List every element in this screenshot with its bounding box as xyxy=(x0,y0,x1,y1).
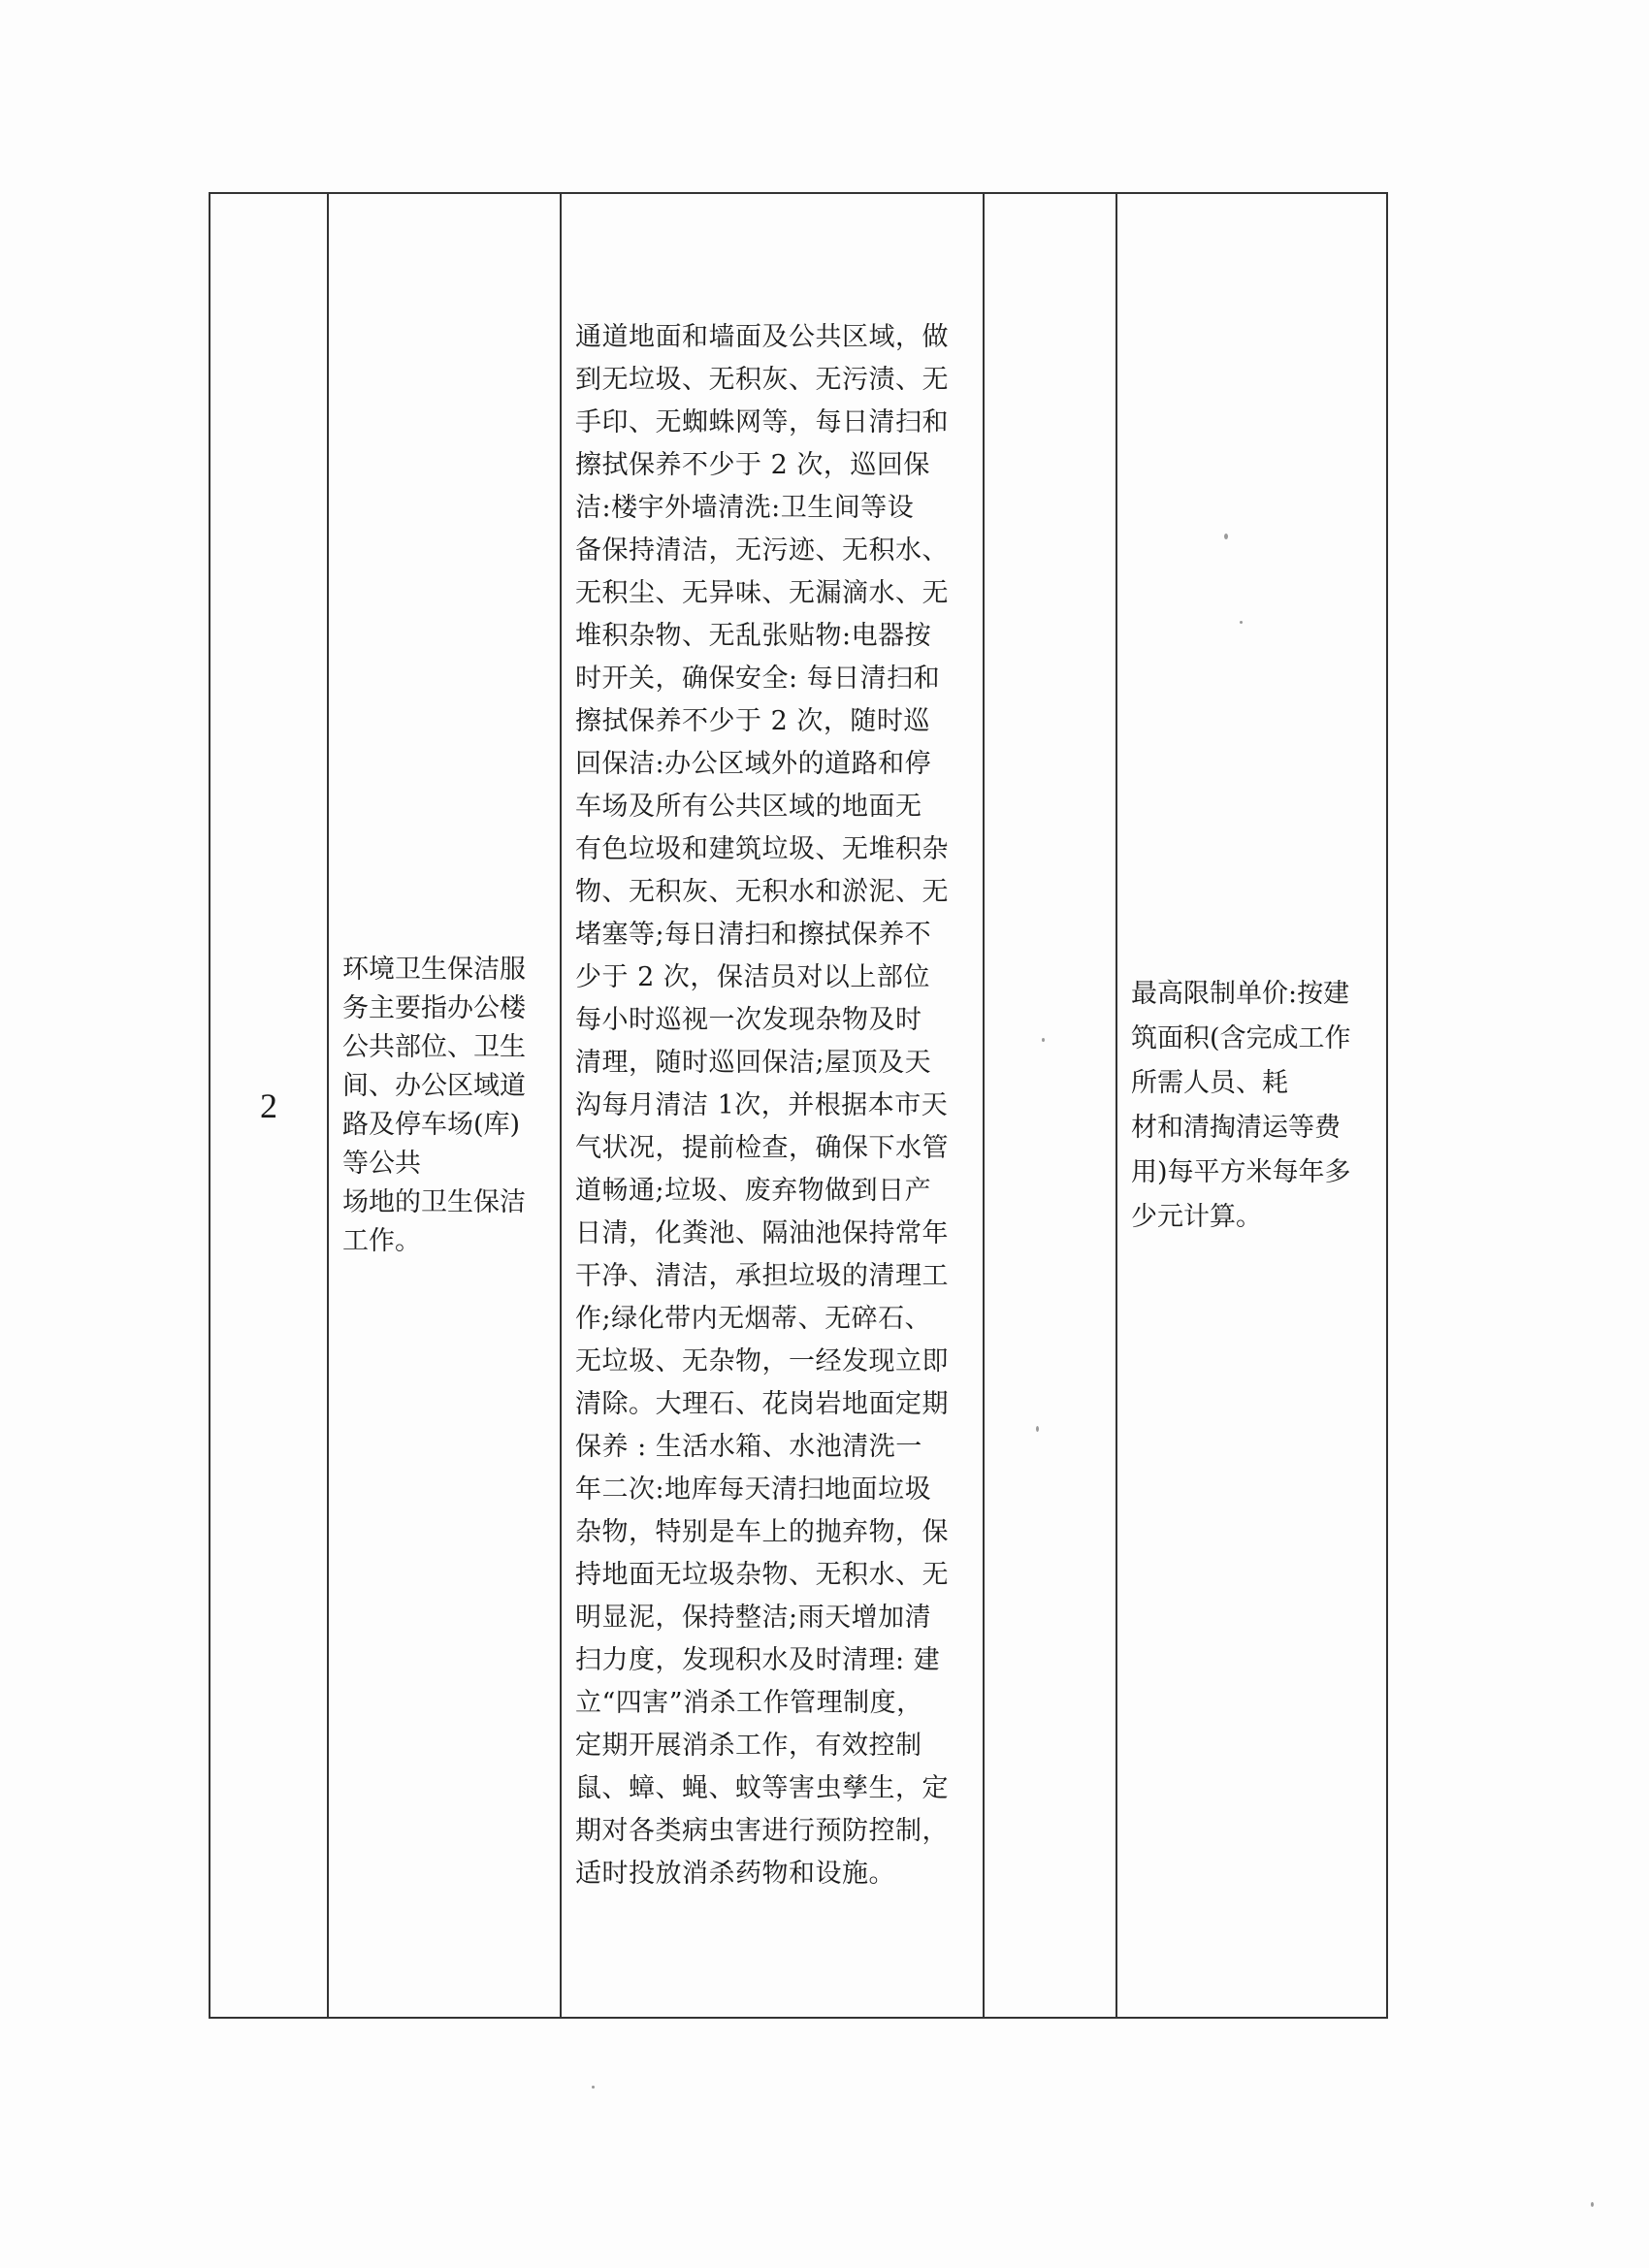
text-line: 等公共 xyxy=(342,1148,421,1179)
text-line: 年二次:地库每天清扫地面垃圾 xyxy=(575,1474,932,1505)
text-line: 少于 2 次，保洁员对以上部位 xyxy=(575,961,930,992)
row-index-cell xyxy=(210,193,328,2018)
service-standard-cell xyxy=(561,193,984,2018)
price-note-text xyxy=(1131,972,1376,1240)
text-line: 路及停车场(库) xyxy=(342,1109,521,1140)
text-line: 持地面无垃圾杂物、无积水、无 xyxy=(575,1559,949,1590)
text-line: 保养 : 生活水箱、水池清洗一 xyxy=(575,1431,922,1462)
service-standard-text xyxy=(575,316,975,1895)
text-line: 备保持清洁，无污迹、无积水、 xyxy=(575,535,949,566)
text-line: 每小时巡视一次发现杂物及时 xyxy=(575,1004,922,1035)
text-line: 筑面积(含完成工作 xyxy=(1131,1022,1351,1053)
price-note-cell xyxy=(1116,193,1387,2018)
text-line: 擦拭保养不少于 2 次，随时巡 xyxy=(575,705,930,736)
text-line: 沟每月清洁 1次，并根据本市天 xyxy=(575,1089,949,1120)
text-line: 公共部位、卫生 xyxy=(342,1031,526,1062)
table-row xyxy=(210,193,1387,2018)
text-line: 物、无积灰、无积水和淤泥、无 xyxy=(575,876,949,907)
text-line: 适时投放消杀药物和设施。 xyxy=(575,1858,895,1889)
text-line: 洁:楼宇外墙清洗:卫生间等设 xyxy=(575,492,915,523)
service-requirements-table xyxy=(209,192,1388,2019)
text-line: 有色垃圾和建筑垃圾、无堆积杂 xyxy=(575,833,949,864)
text-line: 干净、清洁，承担垃圾的清理工 xyxy=(575,1260,949,1291)
text-line: 无积尘、无异味、无漏滴水、无 xyxy=(575,577,949,608)
service-scope-text xyxy=(342,951,550,1261)
text-line: 期对各类病虫害进行预防控制， xyxy=(575,1815,949,1846)
text-line: 鼠、蟑、蝇、蚊等害虫孳生，定 xyxy=(575,1772,949,1803)
text-line: 务主要指办公楼 xyxy=(342,992,526,1023)
scan-speck xyxy=(1224,534,1228,539)
text-line: 堵塞等;每日清扫和擦拭保养不 xyxy=(575,919,932,950)
text-line: 环境卫生保洁服 xyxy=(342,954,526,985)
text-line: 杂物，特别是车上的抛弃物，保 xyxy=(575,1516,949,1547)
text-line: 擦拭保养不少于 2 次，巡回保 xyxy=(575,449,930,480)
text-line: 到无垃圾、无积灰、无污渍、无 xyxy=(575,364,949,395)
scan-speck xyxy=(1036,1426,1039,1432)
text-line: 通道地面和墙面及公共区域，做 xyxy=(575,321,949,352)
text-line: 车场及所有公共区域的地面无 xyxy=(575,791,922,822)
text-line: 材和清掏清运等费 xyxy=(1131,1112,1341,1143)
text-line: 少元计算。 xyxy=(1131,1201,1262,1232)
text-line: 清除。大理石、花岗岩地面定期 xyxy=(575,1388,949,1419)
scan-speck xyxy=(592,2086,595,2089)
text-line: 工作。 xyxy=(342,1225,421,1256)
text-line: 场地的卫生保洁 xyxy=(342,1186,526,1217)
text-line: 最高限制单价:按建 xyxy=(1131,978,1350,1009)
text-line: 无垃圾、无杂物，一经发现立即 xyxy=(575,1345,949,1377)
text-line: 堆积杂物、无乱张贴物:电器按 xyxy=(575,620,932,651)
text-line: 扫力度，发现积水及时清理: 建 xyxy=(575,1644,941,1675)
text-line: 手印、无蜘蛛网等，每日清扫和 xyxy=(575,406,949,437)
text-line: 气状况，提前检查，确保下水管 xyxy=(575,1132,949,1163)
text-line: 所需人员、耗 xyxy=(1131,1067,1288,1098)
text-line: 日清，化粪池、隔油池保持常年 xyxy=(575,1217,949,1248)
scan-speck xyxy=(1042,1038,1045,1042)
text-line: 道畅通;垃圾、废弃物做到日产 xyxy=(575,1175,932,1206)
text-line: 清理，随时巡回保洁;屋顶及天 xyxy=(575,1047,932,1078)
text-line: 用)每平方米每年多 xyxy=(1131,1156,1351,1187)
row-index: 2 xyxy=(260,1085,277,1125)
text-line: 回保洁:办公区域外的道路和停 xyxy=(575,748,932,779)
text-line: 定期开展消杀工作，有效控制 xyxy=(575,1730,922,1761)
scan-speck xyxy=(1240,621,1243,624)
quantity-cell xyxy=(984,193,1116,2018)
text-line: 明显泥，保持整洁;雨天增加清 xyxy=(575,1602,932,1633)
scan-speck xyxy=(1591,2202,1594,2207)
text-line: 作;绿化带内无烟蒂、无碎石、 xyxy=(575,1303,932,1334)
text-line: 时开关，确保安全: 每日清扫和 xyxy=(575,663,941,694)
text-line: 立“四害”消杀工作管理制度， xyxy=(575,1687,923,1718)
service-scope-cell xyxy=(328,193,561,2018)
text-line: 间、办公区域道 xyxy=(342,1070,526,1101)
